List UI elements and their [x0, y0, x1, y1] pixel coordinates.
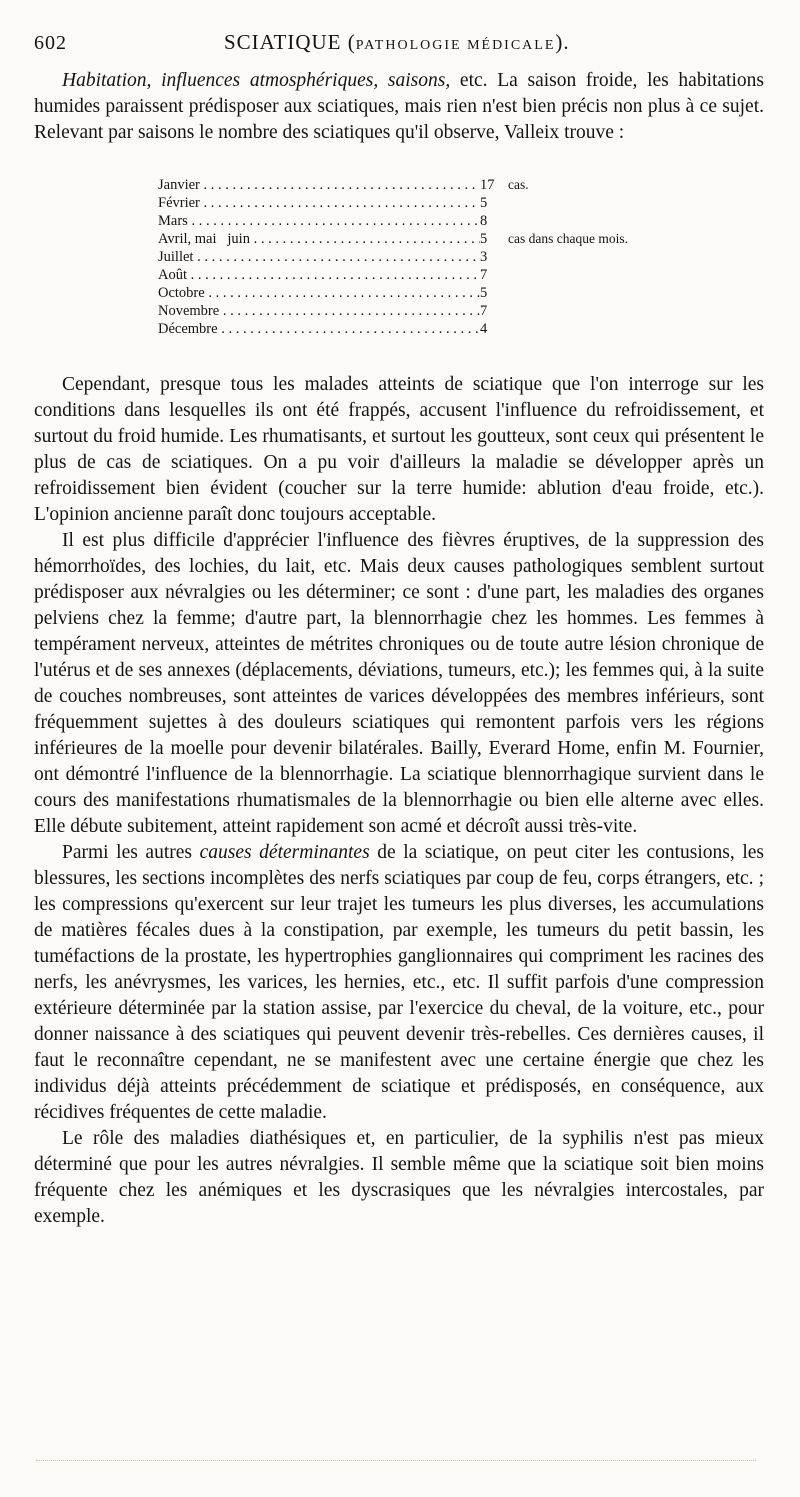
stats-row — [158, 302, 678, 320]
stats-count: 3 — [480, 249, 488, 265]
stats-count: 7 — [480, 267, 488, 283]
bottom-rule — [36, 1460, 756, 1461]
stats-count: 17 — [480, 177, 495, 193]
stats-note: cas dans chaque mois. — [508, 231, 628, 246]
p3-start: Parmi les autres — [62, 842, 200, 863]
stats-row — [158, 284, 678, 302]
page-number: 602 — [34, 32, 67, 54]
stats-count: 4 — [480, 321, 488, 337]
intro-text: etc. La saison froide, les habitations humides paraissent prédisposer aux sciatiques, mais rien n'est bien précis non plus à ce sujet. Relevant par saisons le nombre des sciatiques qu'il observe, Valleix trouve : — [34, 70, 764, 143]
paragraph-refroidissement: Cependant, presque tous les malades atteints de sciatique que l'on interroge sur les conditions dans lesquelles ils ont été frappés, accusent l'influence du refroidissement, et surtout du froid humide. Les rhumatisants, et surtout les goutteux, sont ceux qui présentent le plus de cas de sciatiques. On a pu voir d'ailleurs la maladie se développer après un refroidissement bien évident (coucher sur la terre humide: ablution d'eau froide, etc.). L'opinion ancienne paraît donc toujours acceptable. — [34, 374, 764, 525]
stats-month: Avril, mai juin . . . — [158, 230, 480, 248]
paragraph-causes-determinantes — [34, 840, 764, 1126]
p3-emphasis: causes déterminantes — [199, 842, 370, 863]
paragraph-causes-pathologiques: Il est plus difficile d'apprécier l'influence des fièvres éruptives, de la suppression des hémorrhoïdes, des lochies, du lait, etc. Mais deux causes pathologiques semblent surtout prédisposer aux névralgies ou les déterminer; ce sont : d'une part, les maladies des organes pelviens chez la femme; d'autre part, la blennorrhagie chez les hommes. Les femmes à tempérament nerveux, atteintes de métrites chroniques ou de toute autre lésion chronique de l'utérus et de ses annexes (déplacements, déviations, tumeurs, etc.); les femmes qui, à la suite de couches nombreuses, sont atteintes de varices développées des membres inférieurs, sont fréquemment sujettes à des douleurs sciatiques qui remontent parfois vers les régions inférieures de la moelle pour devenir bilatérales. Bailly, Everard Home, enfin M. Fournier, ont démontré l'influence de la blennorrhagie. La sciatique blennorrhagique survient dans le cours des manifestations rhumatismales de la blennorrhagie ou bien elle alterne avec elles. Elle débute subitement, atteint rapidement son acmé et décroît aussi très-vite. — [34, 530, 764, 837]
stats-count: 5 — [480, 285, 488, 301]
stats-month: Août . . . — [158, 266, 480, 284]
stats-row — [158, 176, 678, 194]
stats-month: Décembre . . . — [158, 320, 480, 338]
running-title-end: ). — [555, 30, 570, 54]
stats-row — [158, 320, 678, 338]
book-page — [34, 30, 764, 1230]
stats-row — [158, 230, 678, 248]
stats-row — [158, 212, 678, 230]
stats-month: Février . . . — [158, 194, 480, 212]
stats-count: 5 — [480, 195, 488, 211]
stats-month: Mars . . . — [158, 212, 480, 230]
intro-heading: Habitation, influences atmosphériques, saisons, — [62, 70, 451, 91]
stats-month: Novembre . . . — [158, 302, 480, 320]
monthly-stats-table — [158, 176, 678, 338]
stats-row — [158, 266, 678, 284]
stats-count: 8 — [480, 213, 488, 229]
stats-note: cas. — [508, 177, 529, 192]
stats-count: 5 — [480, 231, 488, 247]
p3-rest: de la sciatique, on peut citer les contusions, les blessures, les sections incomplètes des nerfs sciatiques par coup de feu, corps étrangers, etc. ; les compressions qu'exercent sur leur trajet les tumeurs les plus diverses, les accumulations de matières fécales dues à la constipation, par exemple, les tumeurs du petit bassin, les tuméfactions de la prostate, les hypertrophies ganglionnaires qui compriment les racines des nerfs, les anévrysmes, les varices, les hernies, etc., etc. Il suffit parfois d'une compression extérieure déterminée par la station assise, par l'exercice du cheval, de la voiture, etc., pour donner naissance à des sciatiques qui peuvent devenir très-rebelles. Ces dernières causes, il faut le reconnaître cependant, ne se manifestent avec une certaine énergie que chez les individus déjà atteints précédemment de sciatique et prédisposés, en conséquence, aux récidives fréquentes de cette maladie. — [34, 842, 764, 1123]
running-title — [184, 30, 764, 55]
paragraph-maladies-diathesiques: Le rôle des maladies diathésiques et, en particulier, de la syphilis n'est pas mieux déterminé que pour les autres névralgies. Il semble même que la sciatique soit bien moins fréquente chez les anémiques et les dyscrasiques que les névralgies intercostales, par exemple. — [34, 1128, 764, 1227]
stats-count: 7 — [480, 303, 488, 319]
body-text — [34, 372, 764, 1230]
intro-paragraph — [34, 68, 764, 146]
stats-row — [158, 248, 678, 266]
running-title-main: SCIATIQUE ( — [224, 30, 356, 54]
stats-month: Octobre . . . — [158, 284, 480, 302]
stats-month: Juillet . . . — [158, 248, 480, 266]
stats-month: Janvier . . . — [158, 176, 480, 194]
running-subtitle: PATHOLOGIE MÉDICALE — [355, 38, 556, 53]
running-header — [34, 30, 764, 66]
stats-row — [158, 194, 678, 212]
